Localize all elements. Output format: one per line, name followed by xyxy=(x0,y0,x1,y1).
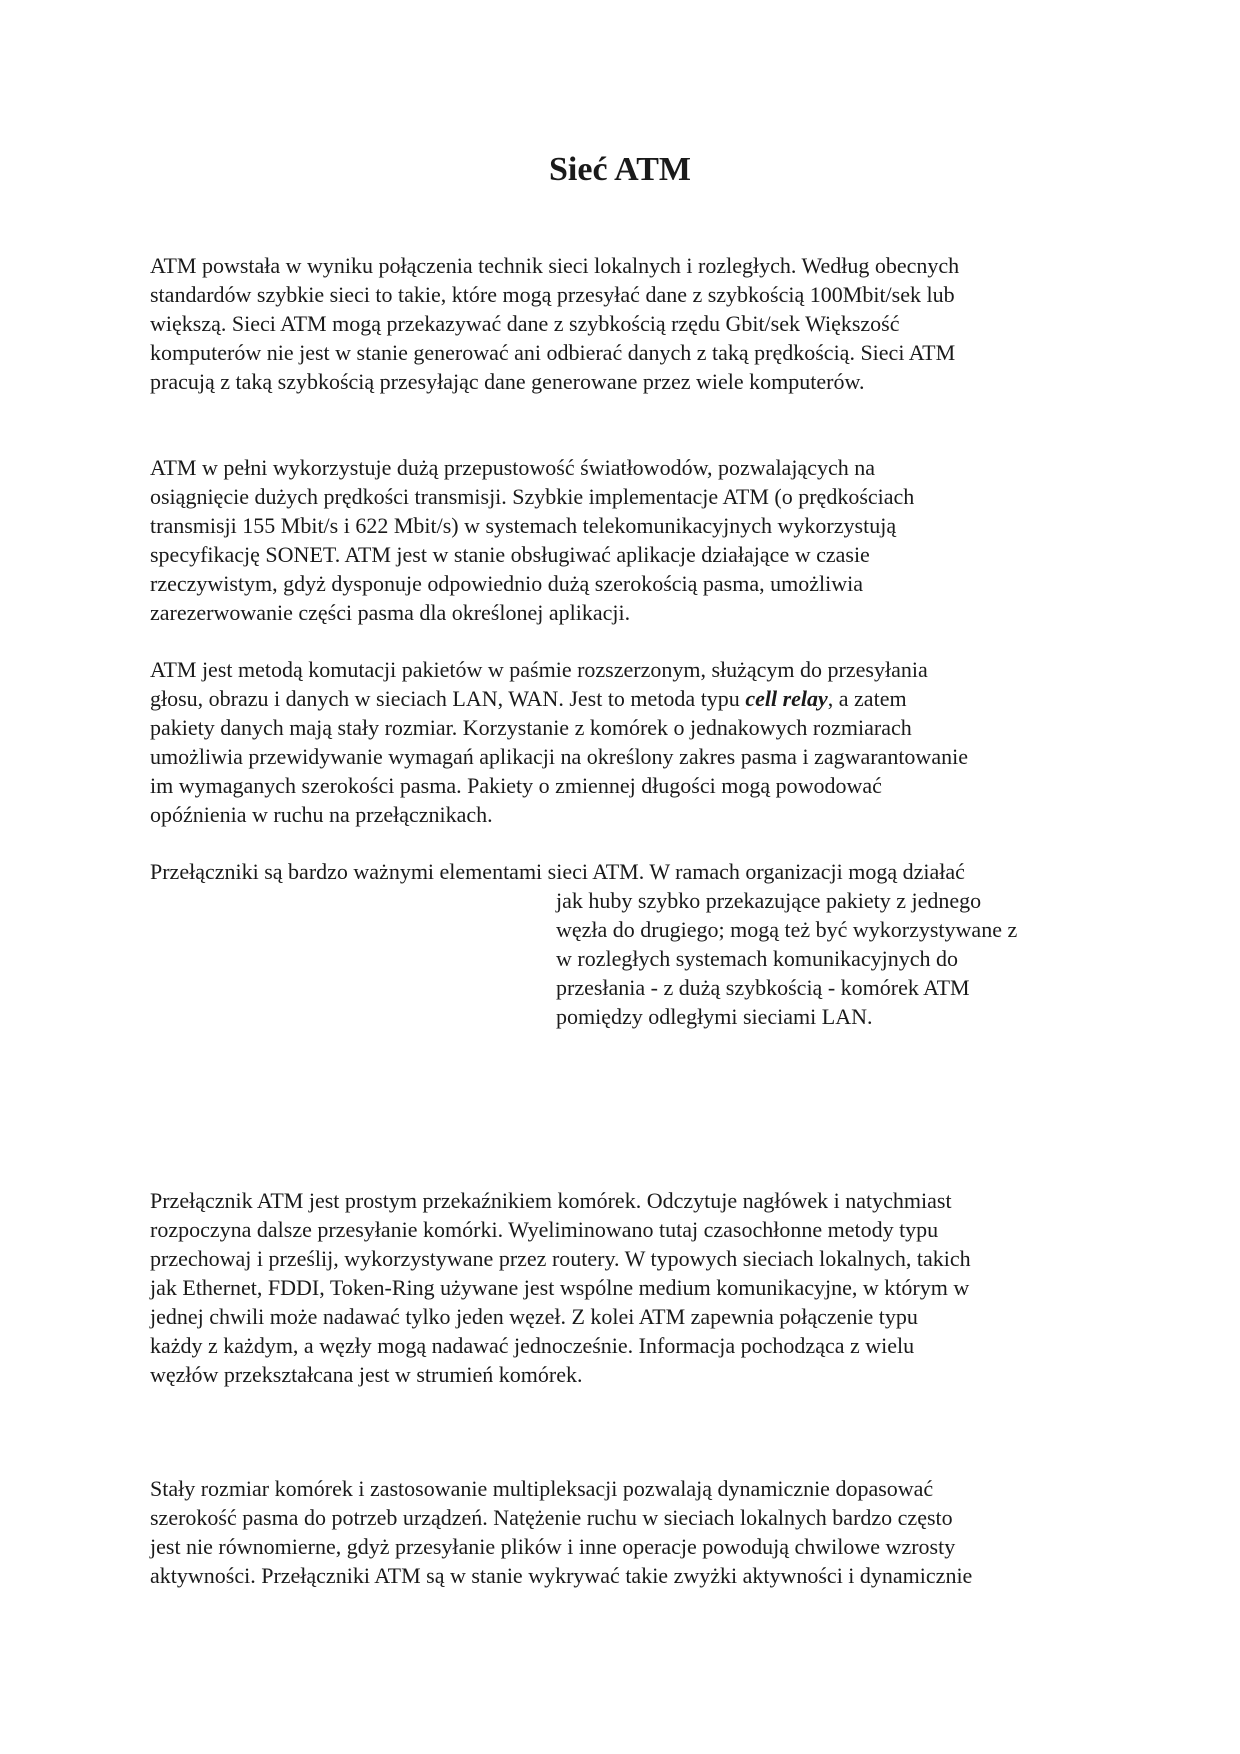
text-line-indented: w rozległych systemach komunikacyjnych do xyxy=(556,946,959,971)
text-line: Przełącznik ATM jest prostym przekaźnikiem komórek. Odczytuje nagłówek i natychmiast xyxy=(150,1188,952,1213)
text-line-with-emphasis xyxy=(150,684,968,713)
text-line: zarezerwowanie części pasma dla określonej aplikacji. xyxy=(150,600,631,625)
text-line: im wymaganych szerokości pasma. Pakiety o zmiennej długości mogą powodować xyxy=(150,773,882,798)
paragraph-1 xyxy=(150,251,959,396)
text-fragment: głosu, obrazu i danych w sieciach LAN, WAN. Jest to metoda typu xyxy=(150,686,746,711)
page-title: Sieć ATM xyxy=(549,151,691,188)
text-line: specyfikację SONET. ATM jest w stanie obsługiwać aplikacje działające w czasie xyxy=(150,542,870,567)
text-line: węzłów przekształcana jest w strumień komórek. xyxy=(150,1362,583,1387)
text-line: szerokość pasma do potrzeb urządzeń. Natężenie ruchu w sieciach lokalnych bardzo często xyxy=(150,1505,953,1530)
text-line: większą. Sieci ATM mogą przekazywać dane z szybkością rzędu Gbit/sek Większość xyxy=(150,311,900,336)
text-line: opóźnienia w ruchu na przełącznikach. xyxy=(150,802,493,827)
text-line: standardów szybkie sieci to takie, które mogą przesyłać dane z szybkością 100Mbit/sek lub xyxy=(150,282,955,307)
paragraph-6 xyxy=(150,1474,972,1590)
text-line: komputerów nie jest w stanie generować ani odbierać danych z taką prędkością. Sieci ATM xyxy=(150,340,956,365)
text-line: pakiety danych mają stały rozmiar. Korzystanie z komórek o jednakowych rozmiarach xyxy=(150,715,912,740)
text-line: Stały rozmiar komórek i zastosowanie multipleksacji pozwalają dynamicznie dopasować xyxy=(150,1476,934,1501)
text-line: przechowaj i prześlij, wykorzystywane przez routery. W typowych sieciach lokalnych, takich xyxy=(150,1246,971,1271)
text-line: ATM powstała w wyniku połączenia technik sieci lokalnych i rozległych. Według obecnych xyxy=(150,253,960,278)
text-line: aktywności. Przełączniki ATM są w stanie wykrywać takie zwyżki aktywności i dynamicznie xyxy=(150,1563,973,1588)
text-line: osiągnięcie dużych prędkości transmisji. Szybkie implementacje ATM (o prędkościach xyxy=(150,484,915,509)
text-line-indented: jak huby szybko przekazujące pakiety z jednego xyxy=(556,888,982,913)
text-line: rozpoczyna dalsze przesyłanie komórki. Wyeliminowano tutaj czasochłonne metody typu xyxy=(150,1217,939,1242)
paragraph-3 xyxy=(150,655,968,829)
text-line: ATM jest metodą komutacji pakietów w paśmie rozszerzonym, służącym do przesyłania xyxy=(150,657,928,682)
text-line: każdy z każdym, a węzły mogą nadawać jednocześnie. Informacja pochodząca z wielu xyxy=(150,1333,915,1358)
paragraph-5 xyxy=(150,1186,971,1389)
text-line: jak Ethernet, FDDI, Token-Ring używane jest wspólne medium komunikacyjne, w którym w xyxy=(150,1275,970,1300)
text-line: rzeczywistym, gdyż dysponuje odpowiednio dużą szerokością pasma, umożliwia xyxy=(150,571,863,596)
text-line: Przełączniki są bardzo ważnymi elementami sieci ATM. W ramach organizacji mogą działać xyxy=(150,859,965,884)
text-line: transmisji 155 Mbit/s i 622 Mbit/s) w systemach telekomunikacyjnych wykorzystują xyxy=(150,513,897,538)
text-line: jednej chwili może nadawać tylko jeden węzeł. Z kolei ATM zapewnia połączenie typu xyxy=(150,1304,918,1329)
paragraph-4 xyxy=(150,857,1017,1031)
text-line: ATM w pełni wykorzystuje dużą przepustowość światłowodów, pozwalających na xyxy=(150,455,875,480)
text-line-indented: przesłania - z dużą szybkością - komórek ATM xyxy=(556,975,970,1000)
paragraph-2 xyxy=(150,453,914,627)
text-line: pracują z taką szybkością przesyłając dane generowane przez wiele komputerów. xyxy=(150,369,865,394)
text-fragment: , a zatem xyxy=(827,686,907,711)
text-line-indented: węzła do drugiego; mogą też być wykorzystywane z xyxy=(556,917,1018,942)
text-line: umożliwia przewidywanie wymagań aplikacji na określony zakres pasma i zagwarantowanie xyxy=(150,744,968,769)
emphasis-term: cell relay xyxy=(745,686,828,711)
text-line: jest nie równomierne, gdyż przesyłanie plików i inne operacje powodują chwilowe wzrosty xyxy=(150,1534,956,1559)
text-line-indented: pomiędzy odległymi sieciami LAN. xyxy=(556,1004,873,1029)
